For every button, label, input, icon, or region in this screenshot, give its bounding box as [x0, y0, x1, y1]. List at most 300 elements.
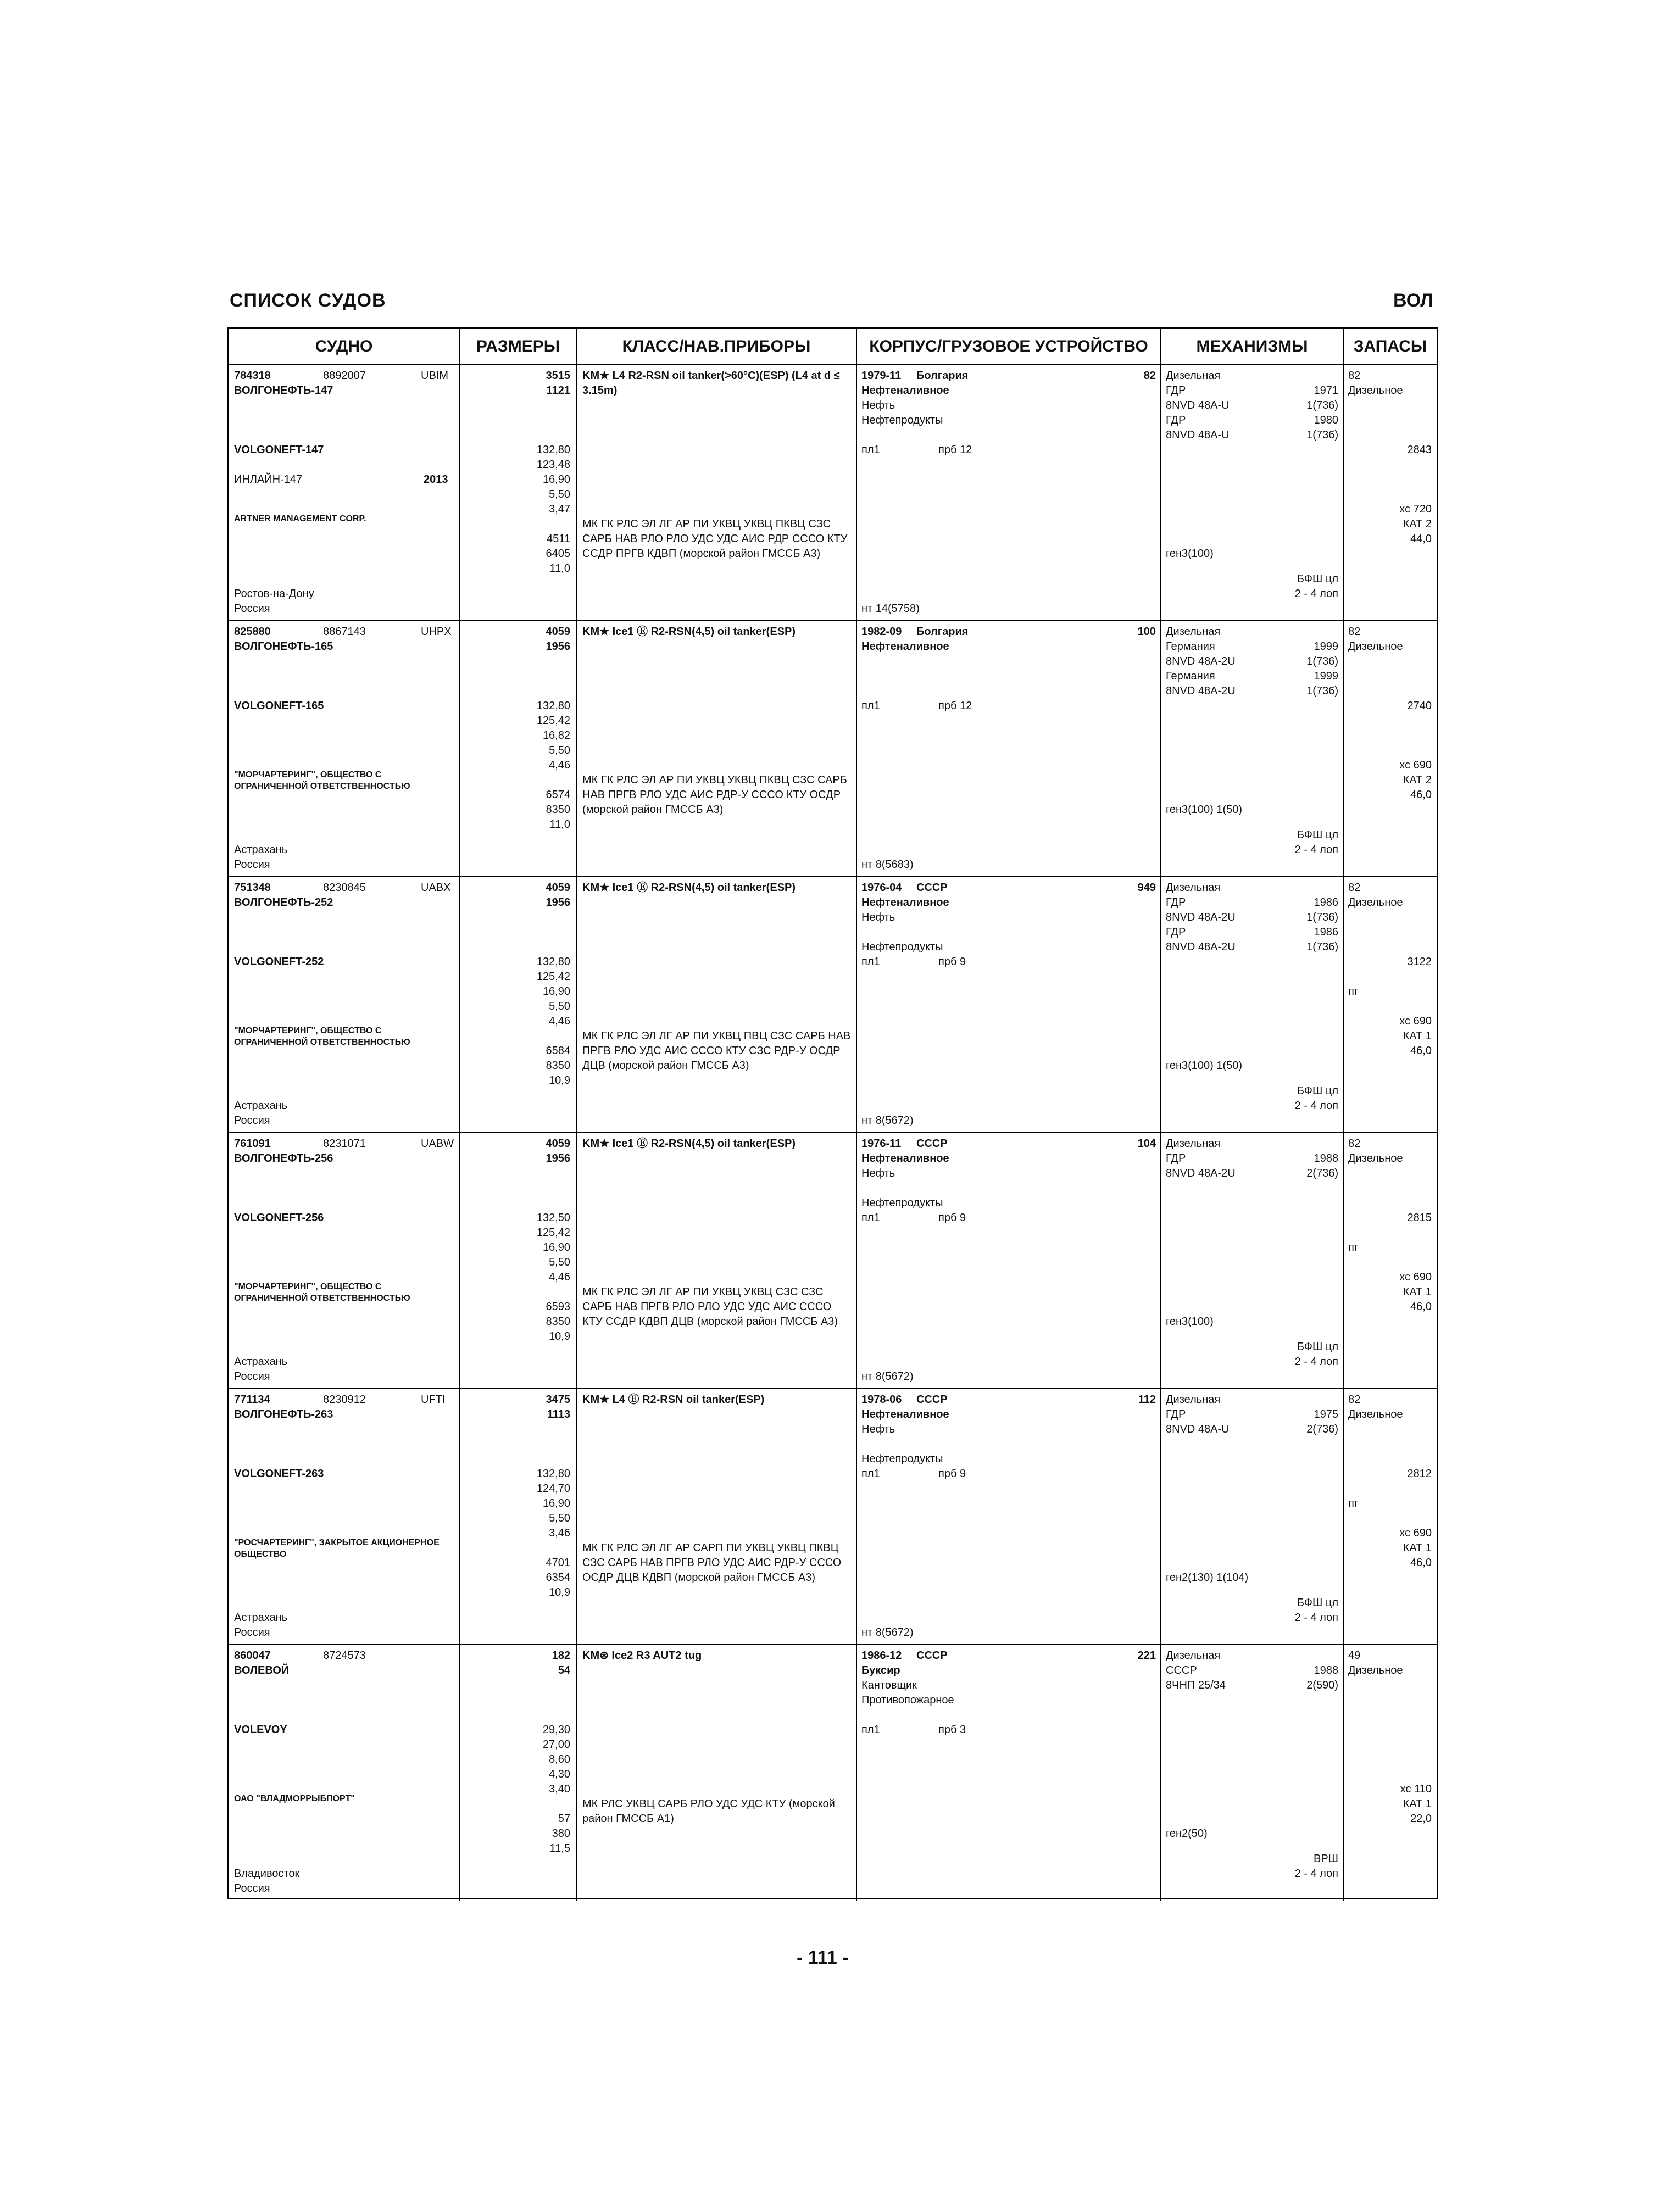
- imo-number: 8231071: [323, 1138, 366, 1150]
- column-divider: [856, 621, 857, 876]
- country: Россия: [234, 1882, 270, 1895]
- hull-bulkheads: прб 9: [938, 1468, 966, 1480]
- dimension-value: 125,42: [536, 715, 570, 727]
- dimension-value: 57: [558, 1813, 570, 1825]
- supply-top: 49: [1348, 1650, 1361, 1662]
- nav-equipment: МК ГК РЛС ЭЛ ЛГ АР САРП ПИ УКВЦ УКВЦ ПКВЦ СЗС САРБ НАВ ПРГВ РЛО УДС АИС РДР-У СССО ОСДР ДЦВ КДВП (морской район ГМССБ А3): [582, 1542, 842, 1584]
- hull-number: 112: [1138, 1394, 1156, 1406]
- hull-type: Нефтеналивное: [861, 896, 949, 909]
- dimension-value: 4511: [546, 533, 570, 545]
- engine-info: ГДР: [1166, 896, 1186, 909]
- vessel-name: ВОЛЕВОЙ: [234, 1664, 290, 1676]
- column-divider: [1160, 1389, 1161, 1644]
- reg-number: 784318: [234, 370, 271, 382]
- col-dimensions: РАЗМЕРЫ: [476, 337, 560, 355]
- engine-info: 8NVD 48A-2U: [1166, 685, 1236, 697]
- reg-number: 860047: [234, 1650, 271, 1662]
- hull-decks: пл1: [861, 1468, 880, 1480]
- vessel-name-latin: VOLGONEFT-263: [234, 1468, 324, 1480]
- country: Россия: [234, 1626, 270, 1639]
- dimension-value: 8350: [546, 804, 570, 816]
- dimension-value: 16,90: [542, 985, 570, 998]
- imo-number: 8230912: [323, 1394, 366, 1406]
- tonnage-net: нт 8(5672): [861, 1115, 914, 1127]
- hull-decks: пл1: [861, 956, 880, 968]
- call-sign: UABW: [421, 1138, 454, 1150]
- dimension-value: 5,50: [549, 1256, 570, 1268]
- dimension-value: 6354: [546, 1572, 570, 1584]
- vessel-table: [227, 327, 1438, 1899]
- supply-top: 82: [1348, 370, 1361, 382]
- dimension-value: 10,9: [549, 1074, 570, 1087]
- imo-number: 8892007: [323, 370, 366, 382]
- dimension-value: 123,48: [536, 459, 570, 471]
- hull-type: Нефтеналивное: [861, 385, 949, 397]
- reg-number: 761091: [234, 1138, 271, 1150]
- class-notation: KM★ L4 Ⓔ R2-RSN oil tanker(ESP): [582, 1394, 765, 1406]
- cargo-type: Нефть: [861, 1423, 895, 1435]
- fuel-quantity: 2815: [1407, 1212, 1432, 1224]
- column-divider: [576, 1645, 577, 1901]
- build-country: Болгария: [916, 626, 969, 638]
- supply-top: 82: [1348, 1394, 1361, 1406]
- generators: ген3(100): [1166, 548, 1214, 560]
- engine-info: 8NVD 48A-U: [1166, 1423, 1230, 1435]
- owner: "МОРЧАРТЕРИНГ", ОБЩЕСТВО С ОГРАНИЧЕННОЙ ОТВЕТСТВЕННОСТЬЮ: [234, 1026, 410, 1047]
- dimension-value: 16,90: [542, 1241, 570, 1254]
- generators: ген2(130) 1(104): [1166, 1572, 1249, 1584]
- column-divider: [1160, 877, 1161, 1132]
- vessel-record: [229, 621, 1437, 877]
- engine-info: 8NVD 48A-U: [1166, 399, 1230, 411]
- build-country: СССР: [916, 1138, 948, 1150]
- fuel-type: Дизельное: [1348, 1408, 1403, 1420]
- dimension-value: 4,30: [549, 1768, 570, 1780]
- engine-detail: 2(590): [1306, 1679, 1338, 1691]
- call-sign: UBIM: [421, 370, 448, 382]
- dimension-value: 132,80: [536, 444, 570, 456]
- vessel-name-latin: VOLGONEFT-256: [234, 1212, 324, 1224]
- supply-top: 82: [1348, 882, 1361, 894]
- dimension-value: 380: [552, 1828, 570, 1840]
- owner: ARTNER MANAGEMENT CORP.: [234, 514, 366, 523]
- build-date: 1982-09: [861, 626, 902, 638]
- supply-top: 82: [1348, 1138, 1361, 1150]
- propeller-blades: 2 - 4 лоп: [1294, 1356, 1338, 1368]
- build-date: 1979-11: [861, 370, 902, 382]
- generators: ген3(100) 1(50): [1166, 1060, 1243, 1072]
- dimension-value: 6574: [546, 789, 570, 801]
- call-sign: UHPX: [421, 626, 452, 638]
- dimension-value: 3,40: [549, 1783, 570, 1795]
- col-class: КЛАСС/НАВ.ПРИБОРЫ: [622, 337, 811, 355]
- cargo-type: Кантовщик: [861, 1679, 917, 1691]
- supply-value: 46,0: [1410, 1557, 1432, 1569]
- vessel-name-latin: VOLGONEFT-147: [234, 444, 324, 456]
- column-divider: [1343, 1133, 1344, 1388]
- vessel-name: ВОЛГОНЕФТЬ-263: [234, 1408, 333, 1420]
- home-port: Владивосток: [234, 1868, 300, 1880]
- generators: ген3(100): [1166, 1316, 1214, 1328]
- supply-xc: хс 690: [1399, 1015, 1432, 1027]
- former-name: ИНЛАЙН-147: [234, 473, 303, 486]
- engine-info: Дизельная: [1166, 1650, 1221, 1662]
- propeller-blades: 2 - 4 лоп: [1294, 1612, 1338, 1624]
- nav-equipment: МК ГК РЛС ЭЛ ЛГ АР ПИ УКВЦ УКВЦ СЗС СЗС САРБ НАВ ПРГВ РЛО РЛО УДС УДС АИС СССО КТУ ССДР КДВП ДЦВ (морской район ГМССБ А3): [582, 1286, 838, 1328]
- hull-decks: пл1: [861, 1212, 880, 1224]
- hull-number: 82: [1143, 370, 1156, 382]
- engine-info: 8NVD 48A-2U: [1166, 911, 1236, 923]
- hull-number: 949: [1137, 882, 1156, 894]
- dimension-value: 132,50: [536, 1212, 570, 1224]
- supply-xc: хс 690: [1399, 1527, 1432, 1539]
- dimension-value: 5,50: [549, 744, 570, 756]
- vessel-record: [229, 1389, 1437, 1645]
- reg-number: 751348: [234, 882, 271, 894]
- hull-bulkheads: прб 3: [938, 1724, 966, 1736]
- dimension-value: 11,5: [549, 1842, 570, 1854]
- supply-value: 46,0: [1410, 1301, 1432, 1313]
- page-header-section: ВОЛ: [1393, 290, 1434, 311]
- imo-number: 8230845: [323, 882, 366, 894]
- column-divider: [1343, 621, 1344, 876]
- cargo-type: Нефтепродукты: [861, 1453, 943, 1465]
- engine-detail: 1(736): [1306, 685, 1338, 697]
- supply-xc: хс 720: [1399, 503, 1432, 515]
- build-date: 1976-11: [861, 1138, 902, 1150]
- owner: "МОРЧАРТЕРИНГ", ОБЩЕСТВО С ОГРАНИЧЕННОЙ ОТВЕТСТВЕННОСТЬЮ: [234, 770, 410, 791]
- supply-category: КАТ 2: [1403, 774, 1432, 786]
- dimension-value: 1956: [546, 1152, 570, 1165]
- build-date: 1976-04: [861, 882, 902, 894]
- column-divider: [576, 877, 577, 1132]
- engine-info: Дизельная: [1166, 1138, 1221, 1150]
- call-sign: UFTI: [421, 1394, 446, 1406]
- hull-decks: пл1: [861, 1724, 880, 1736]
- dimension-value: 5,50: [549, 1512, 570, 1524]
- supply-value: 46,0: [1410, 1045, 1432, 1057]
- dimension-value: 4059: [546, 626, 570, 638]
- column-divider: [1343, 1645, 1344, 1901]
- nav-equipment: МК ГК РЛС ЭЛ ЛГ АР ПИ УКВЦ ПВЦ СЗС САРБ НАВ ПРГВ РЛО УДС АИС СССО КТУ СЗС РДР-У ОСДР ДЦВ (морской район ГМССБ А3): [582, 1030, 851, 1072]
- engine-detail: 1988: [1314, 1152, 1338, 1165]
- class-notation: KM⊛ Ice2 R3 AUT2 tug: [582, 1650, 702, 1662]
- hull-type: Нефтеналивное: [861, 1152, 949, 1165]
- column-divider: [459, 1389, 460, 1644]
- col-supplies: ЗАПАСЫ: [1353, 337, 1427, 355]
- vessel-name-latin: VOLEVOY: [234, 1724, 287, 1736]
- imo-number: 8867143: [323, 626, 366, 638]
- engine-detail: 1988: [1314, 1664, 1338, 1676]
- dimension-value: 1113: [547, 1408, 570, 1420]
- engine-info: Дизельная: [1166, 370, 1221, 382]
- vessel-record: [229, 365, 1437, 621]
- reg-number: 825880: [234, 626, 271, 638]
- vessel-record: [229, 1133, 1437, 1389]
- supply-xc: хс 110: [1400, 1783, 1432, 1795]
- column-divider: [459, 1645, 460, 1901]
- dimension-value: 125,42: [536, 1227, 570, 1239]
- supply-pg: пг: [1348, 985, 1359, 998]
- dimension-value: 29,30: [542, 1724, 570, 1736]
- hull-number: 104: [1137, 1138, 1156, 1150]
- engine-info: Германия: [1166, 670, 1215, 682]
- hull-type: Нефтеналивное: [861, 1408, 949, 1420]
- home-port: Астрахань: [234, 1612, 288, 1624]
- supply-top: 82: [1348, 626, 1361, 638]
- propeller: БФШ цл: [1297, 1085, 1338, 1097]
- supply-pg: пг: [1348, 1497, 1359, 1509]
- dimension-value: 4,46: [549, 1271, 570, 1283]
- dimension-value: 124,70: [536, 1483, 570, 1495]
- supply-value: 44,0: [1410, 533, 1432, 545]
- dimension-value: 3475: [546, 1394, 570, 1406]
- engine-info: Дизельная: [1166, 1394, 1221, 1406]
- dimension-value: 11,0: [549, 818, 570, 831]
- column-divider: [856, 877, 857, 1132]
- hull-number: 100: [1137, 626, 1156, 638]
- cargo-type: Нефтепродукты: [861, 1197, 943, 1209]
- supply-category: КАТ 1: [1403, 1542, 1432, 1554]
- hull-type: Буксир: [861, 1664, 900, 1676]
- engine-detail: 1(736): [1306, 429, 1338, 441]
- engine-info: 8ЧНП 25/34: [1166, 1679, 1226, 1691]
- dimension-value: 10,9: [549, 1586, 570, 1598]
- hull-decks: пл1: [861, 700, 880, 712]
- build-country: СССР: [916, 882, 948, 894]
- dimension-value: 16,90: [542, 473, 570, 486]
- engine-detail: 1999: [1314, 670, 1338, 682]
- dimension-value: 3515: [546, 370, 570, 382]
- propeller-blades: 2 - 4 лоп: [1294, 844, 1338, 856]
- dimension-value: 8350: [546, 1060, 570, 1072]
- supply-pg: пг: [1348, 1241, 1359, 1254]
- supply-category: КАТ 1: [1403, 1286, 1432, 1298]
- dimension-value: 10,9: [549, 1330, 570, 1342]
- engine-detail: 1(736): [1306, 911, 1338, 923]
- column-divider: [856, 1389, 857, 1644]
- dimension-value: 4,46: [549, 759, 570, 771]
- dimension-value: 54: [558, 1664, 570, 1676]
- column-divider: [576, 621, 577, 876]
- column-divider: [459, 621, 460, 876]
- dimension-value: 6584: [546, 1045, 570, 1057]
- engine-detail: 1971: [1314, 385, 1338, 397]
- hull-type: Нефтеналивное: [861, 640, 949, 653]
- vessel-record: [229, 877, 1437, 1133]
- col-vessel: СУДНО: [315, 337, 373, 355]
- fuel-quantity: 3122: [1407, 956, 1432, 968]
- cargo-type: Нефть: [861, 399, 895, 411]
- cargo-type: Нефть: [861, 911, 895, 923]
- engine-info: 8NVD 48A-U: [1166, 429, 1230, 441]
- dimension-value: 27,00: [542, 1739, 570, 1751]
- home-port: Ростов-на-Дону: [234, 588, 314, 600]
- engine-info: 8NVD 48A-2U: [1166, 655, 1236, 667]
- dimension-value: 16,82: [542, 729, 570, 742]
- supply-category: КАТ 1: [1403, 1030, 1432, 1042]
- dimension-value: 182: [552, 1650, 570, 1662]
- fuel-quantity: 2812: [1407, 1468, 1432, 1480]
- country: Россия: [234, 859, 270, 871]
- supply-category: КАТ 2: [1403, 518, 1432, 530]
- imo-number: 8724573: [323, 1650, 366, 1662]
- vessel-name: ВОЛГОНЕФТЬ-256: [234, 1152, 333, 1165]
- propeller: ВРШ: [1313, 1853, 1338, 1865]
- dimension-value: 6405: [546, 548, 570, 560]
- dimension-value: 6593: [546, 1301, 570, 1313]
- class-notation: KM★ L4 R2-RSN oil tanker(>60°C)(ESP) (L4 at d ≤ 3.15m): [582, 370, 840, 397]
- supply-category: КАТ 1: [1403, 1798, 1432, 1810]
- column-divider: [459, 1133, 460, 1388]
- vessel-name-latin: VOLGONEFT-165: [234, 700, 324, 712]
- hull-bulkheads: прб 12: [938, 444, 972, 456]
- engine-info: ГДР: [1166, 926, 1186, 938]
- column-divider: [459, 877, 460, 1132]
- fuel-quantity: 2843: [1407, 444, 1432, 456]
- column-divider: [1343, 877, 1344, 1132]
- table-header: [229, 329, 1437, 365]
- cargo-type: Противопожарное: [861, 1694, 954, 1706]
- dimension-value: 132,80: [536, 700, 570, 712]
- propeller-blades: 2 - 4 лоп: [1294, 1100, 1338, 1112]
- cargo-type: Нефтепродукты: [861, 414, 943, 426]
- nav-equipment: МК ГК РЛС ЭЛ ЛГ АР ПИ УКВЦ УКВЦ ПКВЦ СЗС САРБ НАВ РЛО РЛО УДС УДС АИС РДР СССО КТУ ССДР ПРГВ КДВП (морской район ГМССБ А3): [582, 518, 848, 560]
- tonnage-net: нт 14(5758): [861, 603, 920, 615]
- propeller: БФШ цл: [1297, 573, 1338, 585]
- dimension-value: 3,46: [549, 1527, 570, 1539]
- engine-info: Германия: [1166, 640, 1215, 653]
- tonnage-net: нт 8(5672): [861, 1371, 914, 1383]
- hull-decks: пл1: [861, 444, 880, 456]
- engine-detail: 1975: [1314, 1408, 1338, 1420]
- tonnage-net: нт 8(5683): [861, 859, 914, 871]
- nav-equipment: МК РЛС УКВЦ САРБ РЛО УДС УДС КТУ (морской район ГМССБ А1): [582, 1798, 835, 1825]
- home-port: Астрахань: [234, 844, 288, 856]
- column-divider: [856, 365, 857, 620]
- hull-bulkheads: прб 12: [938, 700, 972, 712]
- owner: "РОСЧАРТЕРИНГ", ЗАКРЫТОЕ АКЦИОНЕРНОЕ ОБЩЕСТВО: [234, 1538, 440, 1559]
- column-divider: [1343, 1389, 1344, 1644]
- vessel-name-latin: VOLGONEFT-252: [234, 956, 324, 968]
- propeller: БФШ цл: [1297, 1597, 1338, 1609]
- build-country: Болгария: [916, 370, 969, 382]
- hull-bulkheads: прб 9: [938, 956, 966, 968]
- engine-info: 8NVD 48A-2U: [1166, 941, 1236, 953]
- owner: ОАО "ВЛАДМОРРЫБПОРТ": [234, 1794, 355, 1803]
- column-divider: [576, 1389, 577, 1644]
- supply-value: 46,0: [1410, 789, 1432, 801]
- engine-detail: 1980: [1314, 414, 1338, 426]
- engine-info: ГДР: [1166, 385, 1186, 397]
- nav-equipment: МК ГК РЛС ЭЛ АР ПИ УКВЦ УКВЦ ПКВЦ СЗС САРБ НАВ ПРГВ РЛО УДС АИС РДР-У СССО КТУ ОСДР (морской район ГМССБ А3): [582, 774, 847, 816]
- column-divider: [856, 1133, 857, 1388]
- engine-info: 8NVD 48A-2U: [1166, 1167, 1236, 1179]
- fuel-type: Дизельное: [1348, 896, 1403, 909]
- fuel-type: Дизельное: [1348, 385, 1403, 397]
- engine-info: ГДР: [1166, 1408, 1186, 1420]
- dimension-value: 132,80: [536, 956, 570, 968]
- generators: ген3(100) 1(50): [1166, 804, 1243, 816]
- dimension-value: 132,80: [536, 1468, 570, 1480]
- country: Россия: [234, 603, 270, 615]
- fuel-type: Дизельное: [1348, 1152, 1403, 1165]
- column-divider: [1160, 1133, 1161, 1388]
- supply-xc: хс 690: [1399, 759, 1432, 771]
- page-header-title: СПИСОК СУДОВ: [230, 290, 386, 311]
- country: Россия: [234, 1371, 270, 1383]
- column-divider: [459, 365, 460, 620]
- hull-bulkheads: прб 9: [938, 1212, 966, 1224]
- tonnage-net: нт 8(5672): [861, 1626, 914, 1639]
- column-divider: [1160, 1645, 1161, 1901]
- column-divider: [1160, 365, 1161, 620]
- hull-number: 221: [1137, 1650, 1156, 1662]
- class-notation: KM★ Ice1 Ⓔ R2-RSN(4,5) oil tanker(ESP): [582, 626, 796, 638]
- dimension-value: 5,50: [549, 488, 570, 500]
- vessel-record: [229, 1645, 1437, 1901]
- propeller-blades: 2 - 4 лоп: [1294, 588, 1338, 600]
- fuel-quantity: 2740: [1407, 700, 1432, 712]
- dimension-value: 8,60: [549, 1753, 570, 1765]
- reg-number: 771134: [234, 1394, 270, 1406]
- propeller: БФШ цл: [1297, 1341, 1338, 1353]
- former-name-year: 2013: [424, 473, 448, 486]
- engine-detail: 2(736): [1306, 1167, 1338, 1179]
- dimension-value: 125,42: [536, 971, 570, 983]
- column-divider: [576, 1133, 577, 1388]
- supply-value: 22,0: [1410, 1813, 1432, 1825]
- column-divider: [1160, 621, 1161, 876]
- dimension-value: 4059: [546, 882, 570, 894]
- vessel-name: ВОЛГОНЕФТЬ-147: [234, 385, 333, 397]
- page-number: - 111 -: [797, 1947, 849, 1968]
- column-divider: [1343, 365, 1344, 620]
- build-country: СССР: [916, 1394, 948, 1406]
- engine-detail: 1999: [1314, 640, 1338, 653]
- engine-detail: 1(736): [1306, 399, 1338, 411]
- engine-detail: 1(736): [1306, 655, 1338, 667]
- propeller: БФШ цл: [1297, 829, 1338, 841]
- dimension-value: 3,47: [549, 503, 570, 515]
- build-date: 1986-12: [861, 1650, 902, 1662]
- dimension-value: 4059: [546, 1138, 570, 1150]
- col-hull: КОРПУС/ГРУЗОВОЕ УСТРОЙСТВО: [869, 337, 1148, 355]
- engine-info: ГДР: [1166, 414, 1186, 426]
- propeller-blades: 2 - 4 лоп: [1294, 1868, 1338, 1880]
- engine-info: Дизельная: [1166, 626, 1221, 638]
- engine-info: СССР: [1166, 1664, 1197, 1676]
- supply-xc: хс 690: [1399, 1271, 1432, 1283]
- column-divider: [576, 365, 577, 620]
- vessel-name: ВОЛГОНЕФТЬ-165: [234, 640, 333, 653]
- class-notation: KM★ Ice1 Ⓔ R2-RSN(4,5) oil tanker(ESP): [582, 882, 796, 894]
- dimension-value: 4701: [546, 1557, 570, 1569]
- dimension-value: 16,90: [542, 1497, 570, 1509]
- dimension-value: 5,50: [549, 1000, 570, 1012]
- engine-detail: 1986: [1314, 926, 1338, 938]
- fuel-type: Дизельное: [1348, 640, 1403, 653]
- dimension-value: 1956: [546, 896, 570, 909]
- cargo-type: Нефтепродукты: [861, 941, 943, 953]
- country: Россия: [234, 1115, 270, 1127]
- build-country: СССР: [916, 1650, 948, 1662]
- generators: ген2(50): [1166, 1828, 1208, 1840]
- engine-detail: 2(736): [1306, 1423, 1338, 1435]
- build-date: 1978-06: [861, 1394, 902, 1406]
- call-sign: UABX: [421, 882, 451, 894]
- fuel-type: Дизельное: [1348, 1664, 1403, 1676]
